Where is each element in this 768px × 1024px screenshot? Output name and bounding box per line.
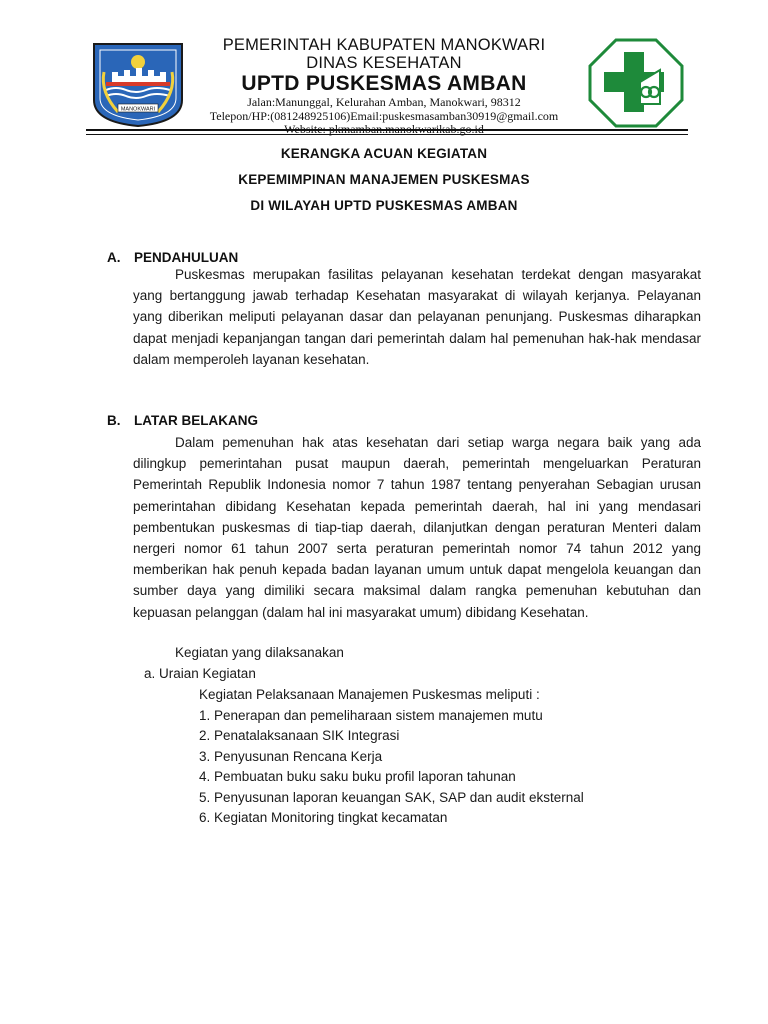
letterhead-contact: Telepon/HP:(081248925106)Email:puskesmasamban30919@gmail.com <box>209 108 559 123</box>
section-a-heading <box>107 250 238 265</box>
section-a-number: A. <box>107 250 121 265</box>
document-subtitle: KEPEMIMPINAN MANAJEMEN PUSKESMAS <box>238 172 530 187</box>
letterhead-agency: DINAS KESEHATAN <box>306 54 462 72</box>
document-subtitle-location: DI WILAYAH UPTD PUSKESMAS AMBAN <box>250 198 518 213</box>
list-item: 4. Pembuatan buku saku buku profil laporan tahunan <box>199 769 516 784</box>
document-title: KERANGKA ACUAN KEGIATAN <box>280 146 488 161</box>
section-a-title: PENDAHULUAN <box>134 250 239 265</box>
section-b-title: LATAR BELAKANG <box>134 413 258 428</box>
list-item: 5. Penyusunan laporan keuangan SAK, SAP dan audit eksternal <box>199 790 584 805</box>
section-b-paragraph: Dalam pemenuhan hak atas kesehatan dari setiap warga negara baik yang ada dilingkup pemerintahan pusat maupun daerah, pemerintah mengeluarkan Peraturan Pemerintah Republik Indonesia nomor 7 tahun 1987 tentang penyerahan Sebagian urusan pemerintahan dibidang Kesehatan kepada pemerintah daerah, hal ini yang mendasari pembentukan puskesmas di tiap-tiap daerah, dilanjutkan dengan peraturan Menteri dalam nergeri nomor 61 tahun 2007 serta peraturan pemerintah nomor 74 tahun 2012 yang memberikan hak penuh kepada badan layanan umum untuk dapat mengelola keuangan dan sumber daya yang dimiliki secara maksimal dalam rangka pemenuhan kebutuhan dan kepuasan pelanggan (dalam hal ini masyarakat umum) dibidang Kesehatan. <box>133 435 701 620</box>
subsection-a-heading: a. Uraian Kegiatan <box>144 666 256 681</box>
letterhead-institution: UPTD PUSKESMAS AMBAN <box>241 72 527 95</box>
section-b-heading <box>107 413 258 428</box>
list-item: 1. Penerapan dan pemeliharaan sistem manajemen mutu <box>199 708 543 723</box>
activity-list-intro: Kegiatan Pelaksanaan Manajemen Puskesmas meliputi : <box>199 687 540 702</box>
letterhead-government: PEMERINTAH KABUPATEN MANOKWARI <box>222 36 546 54</box>
letterhead-rule-thin <box>86 134 688 135</box>
letterhead <box>180 36 588 137</box>
manokwari-regency-logo <box>92 42 184 128</box>
section-b-number: B. <box>107 413 121 428</box>
list-item: 3. Penyusunan Rencana Kerja <box>199 749 383 764</box>
letterhead-website: Website: pkmamban.manokwarikab.go.id <box>284 122 484 136</box>
list-item: 6. Kegiatan Monitoring tingkat kecamatan <box>199 810 448 825</box>
letterhead-rule-thick <box>86 129 688 131</box>
letterhead-address: Jalan:Manunggal, Kelurahan Amban, Manokwari, 98312 <box>247 95 521 109</box>
puskesmas-logo <box>588 38 684 128</box>
svg-text:MANOKWARI: MANOKWARI <box>120 106 156 113</box>
list-item: 2. Penatalaksanaan SIK Integrasi <box>199 728 400 743</box>
kegiatan-intro: Kegiatan yang dilaksanakan <box>175 645 344 660</box>
section-a-paragraph: Puskesmas merupakan fasilitas pelayanan kesehatan terdekat dengan masyarakat yang bertanggung jawab terhadap Kesehatan masyarakat di wilayah kerjanya. Pelayanan yang diberikan meliputi pelayanan dasar dan pelayanan penunjang. Puskesmas diharapkan dapat menjadi kepanjangan tangan dari pemerintah dalam hal pemenuhan hak-hak mendasar dalam memperoleh layanan kesehatan. <box>133 267 701 367</box>
